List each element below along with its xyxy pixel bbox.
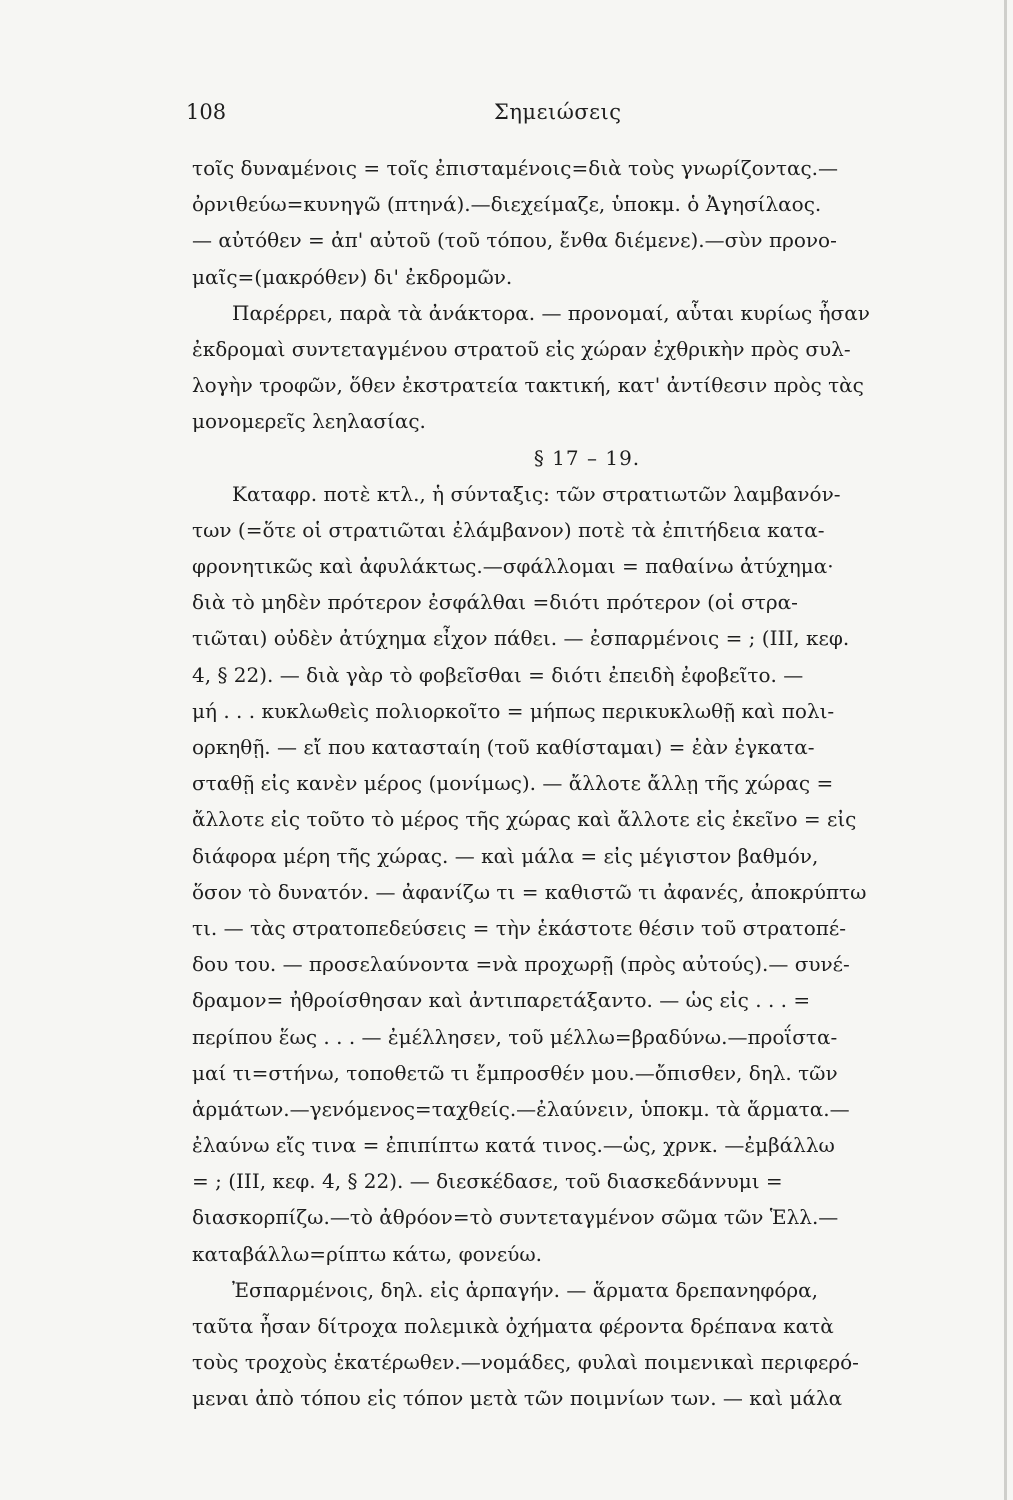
text-line: 4, § 22). — διὰ γὰρ τὸ φοβεῖσθαι = διότι ἐπειδὴ ἐφοβεῖτο. — xyxy=(192,662,804,687)
text-line: ἐκδρομαὶ συντεταγμένου στρατοῦ εἰς χώραν ἐχθρικὴν πρὸς συλ- xyxy=(192,336,851,361)
text-line: μαῖς=(μακρόθεν) δι' ἐκδρομῶν. xyxy=(192,264,513,289)
text-line: ὅσον τὸ δυνατόν. — ἀφανίζω τι = καθιστῶ τι ἀφανές, ἀποκρύπτω xyxy=(192,879,867,904)
text-line: ἄλλοτε εἰς τοῦτο τὸ μέρος τῆς χώρας καὶ ἄλλοτε εἰς ἐκεῖνο = εἰς xyxy=(192,807,857,832)
text-line: διασκορπίζω.—τὸ ἀθρόον=τὸ συντεταγμένον σῶμα τῶν Ἑλλ.— xyxy=(192,1205,839,1230)
text-line: ὀρνιθεύω=κυνηγῶ (πτηνά).—διεχείμαζε, ὑποκμ. ὁ Ἀγησίλαος. xyxy=(192,192,822,217)
text-line: μαί τι=στήνω, τοποθετῶ τι ἔμπροσθέν μου.—ὄπισθεν, δηλ. τῶν xyxy=(192,1060,838,1085)
text-line: λογὴν τροφῶν, ὅθεν ἐκστρατεία τακτική, κατ' ἀντίθεσιν πρὸς τὰς xyxy=(192,373,864,398)
text-line: καταβάλλω=ρίπτω κάτω, φονεύω. xyxy=(192,1241,543,1266)
text-line: ἁρμάτων.—γενόμενος=ταχθείς.—ἐλαύνειν, ὑποκμ. τὰ ἅρματα.— xyxy=(192,1096,850,1121)
text-line: τιῶται) οὐδὲν ἀτύχημα εἶχον πάθει. — ἐσπαρμένοις = ; (ΙΙΙ, κεφ. xyxy=(192,626,850,651)
text-line: φρονητικῶς καὶ ἀφυλάκτως.—σφάλλομαι = παθαίνω ἀτύχημα· xyxy=(192,554,834,579)
text-line: ταῦτα ἦσαν δίτροχα πολεμικὰ ὀχήματα φέροντα δρέπανα κατὰ xyxy=(192,1314,834,1338)
text-line: τι. — τὰς στρατοπεδεύσεις = τὴν ἑκάστοτε θέσιν τοῦ στρατοπέ- xyxy=(192,915,847,940)
text-line: Ἐσπαρμένοις, δηλ. εἰς ἁρπαγήν. — ἅρματα δρεπανηφόρα, xyxy=(232,1277,819,1302)
notes-text xyxy=(192,150,982,1417)
text-line: τοῖς δυναμένοις = τοῖς ἐπισταμένοις=διὰ τοὺς γνωρίζοντας.— xyxy=(192,156,839,180)
text-line: = ; (ΙΙΙ, κεφ. 4, § 22). — διεσκέδασε, τοῦ διασκεδάννυμι = xyxy=(192,1169,783,1194)
text-line: τοὺς τροχοὺς ἑκατέρωθεν.—νομάδες, φυλαὶ ποιμενικαὶ περιφερό- xyxy=(192,1350,859,1375)
text-line: δραμον= ἠθροίσθησαν καὶ ἀντιπαρετάξαντο. — ὡς εἰς . . . = xyxy=(192,988,811,1013)
text-line: Καταφρ. ποτὲ κτλ., ἡ σύνταξις: τῶν στρατιωτῶν λαμβανόν- xyxy=(232,481,841,506)
text-line: μονομερεῖς λεηλασίας. xyxy=(192,409,426,434)
text-line: διὰ τὸ μηδὲν πρότερον ἐσφάλθαι =διότι πρότερον (οἱ στρα- xyxy=(192,590,798,615)
text-line: περίπου ἕως . . . — ἐμέλλησεν, τοῦ μέλλω=βραδύνω.—προΐστα- xyxy=(192,1024,838,1049)
text-line: μεναι ἀπὸ τόπου εἰς τόπον μετὰ τῶν ποιμνίων των. — καὶ μάλα xyxy=(192,1386,843,1411)
page-edge xyxy=(1004,0,1007,1500)
page-number: 108 xyxy=(186,100,227,124)
text-line: — αὐτόθεν = ἀπ' αὐτοῦ (τοῦ τόπου, ἔνθα διέμενε).—σὺν προνο- xyxy=(192,228,837,253)
text-line: δου του. — προσελαύνοντα =νὰ προχωρῇ (πρὸς αὐτούς).— συνέ- xyxy=(192,952,850,977)
text-line: μή . . . κυκλωθεὶς πολιορκοῖτο = μήπως περικυκλωθῇ καὶ πολι- xyxy=(192,698,835,723)
text-line: ορκηθῇ. — εἴ που κατασταίη (τοῦ καθίσταμαι) = ἐὰν ἐγκατα- xyxy=(192,735,815,759)
text-line: Παρέρρει, παρὰ τὰ ἀνάκτορα. — προνομαί, αὗται κυρίως ἦσαν xyxy=(232,300,870,325)
text-line: σταθῇ εἰς κανὲν μέρος (μονίμως). — ἄλλοτε ἄλλῃ τῆς χώρας = xyxy=(192,771,834,796)
text-line: ἐλαύνω εἴς τινα = ἐπιπίπτω κατά τινος.—ὡς, χρνκ. —ἐμβάλλω xyxy=(192,1133,835,1158)
text-line: των (=ὅτε οἱ στρατιῶται ἐλάμβανον) ποτὲ τὰ ἐπιτήδεια κατα- xyxy=(192,517,825,542)
section-heading: § 17 – 19. xyxy=(533,445,641,470)
text-line: διάφορα μέρη τῆς χώρας. — καὶ μάλα = εἰς μέγιστον βαθμόν, xyxy=(192,843,819,868)
running-title: Σημειώσεις xyxy=(494,100,622,124)
